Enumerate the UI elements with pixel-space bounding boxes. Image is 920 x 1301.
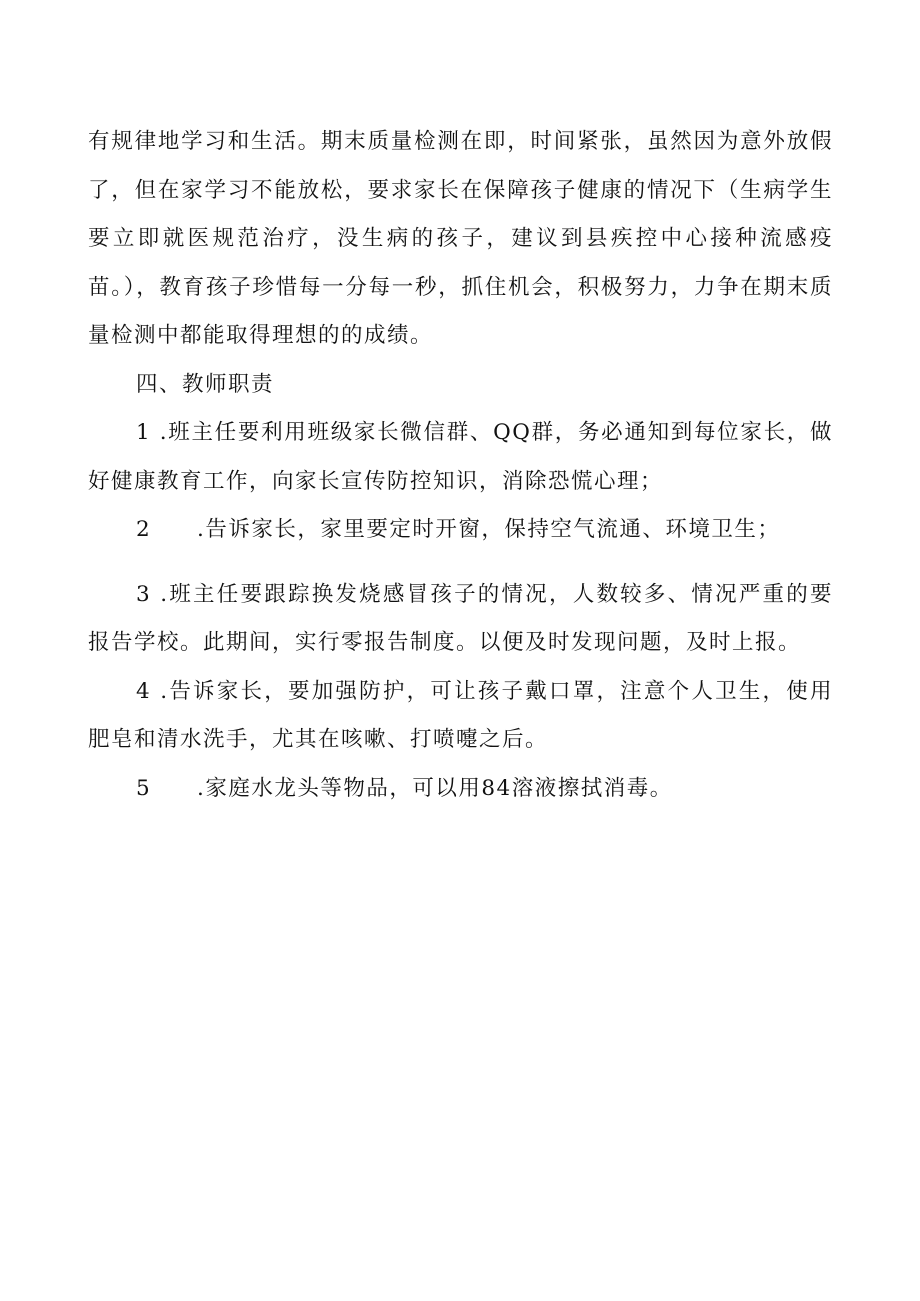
document-body	[88, 118, 833, 813]
list-item-text: .家庭水龙头等物品，可以用84溶液擦拭消毒。	[197, 775, 673, 801]
list-item-text: .告诉家长，要加强防护，可让孩子戴口罩，注意个人卫生，使用肥皂和清水洗手，尤其在咳嗽、打喷嚏之后。	[88, 678, 833, 752]
list-item-text: .班主任要跟踪换发烧感冒孩子的情况，人数较多、情况严重的要报告学校。此期间，实行零报告制度。以便及时发现问题，及时上报。	[88, 581, 833, 655]
list-item-text: .班主任要利用班级家长微信群、QQ群，务必通知到每位家长，做好健康教育工作，向家长宣传防控知识，消除恐慌心理；	[88, 420, 833, 494]
paragraph-continuation: 有规律地学习和生活。期末质量检测在即，时间紧张，虽然因为意外放假了，但在家学习不能放松，要求家长在保障孩子健康的情况下（生病学生要立即就医规范治疗，没生病的孩子，建议到县疾控中心接种流感疫苗。），教育孩子珍惜每一分每一秒，抓住机会，积极努力，力争在期末质量检测中都能取得理想的的成绩。	[88, 129, 833, 348]
list-item-1	[88, 409, 833, 506]
list-item-number: 4	[136, 678, 152, 704]
section-heading: 四、教师职责	[136, 371, 275, 397]
list-item-number: 1	[136, 420, 152, 445]
list-item-text: .告诉家长，家里要定时开窗，保持空气流通、环境卫生；	[197, 517, 781, 542]
list-item-number: 2	[136, 517, 152, 542]
list-item-number: 5	[136, 775, 152, 801]
list-item-4	[88, 668, 833, 765]
list-item-3	[88, 571, 833, 668]
list-item-number: 3	[136, 581, 152, 607]
list-item-2	[88, 506, 833, 555]
list-item-5	[88, 765, 833, 814]
